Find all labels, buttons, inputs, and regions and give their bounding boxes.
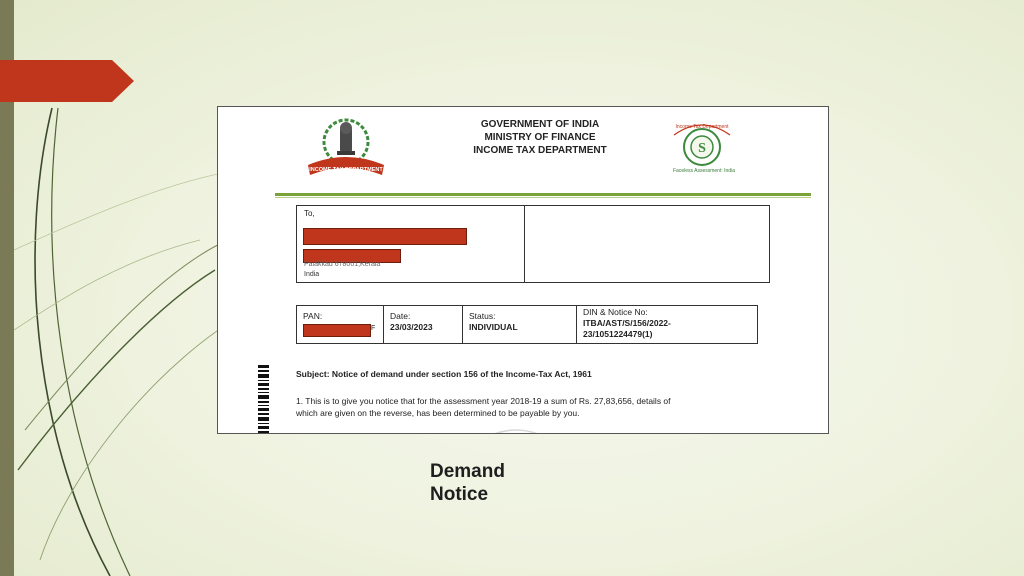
redaction-pan	[303, 324, 371, 337]
din-label: DIN & Notice No:	[583, 307, 648, 317]
caption-line-2: Notice	[430, 484, 489, 505]
status-cell	[463, 306, 577, 343]
national-emblem-icon	[304, 115, 388, 181]
seal-caption: Faceless Assessment: India	[673, 168, 735, 174]
header-rule	[275, 193, 811, 196]
header-line-1: GOVERNMENT OF INDIA	[480, 119, 600, 130]
pan-suffix: F	[371, 325, 376, 332]
pan-label: PAN:	[303, 311, 323, 321]
svg-text:S: S	[698, 141, 706, 156]
caption-line-1: Demand	[430, 461, 505, 482]
date-label: Date:	[390, 311, 411, 321]
header-rule-thin	[275, 197, 811, 198]
notice-paragraph	[296, 395, 796, 419]
status-label: Status:	[469, 311, 496, 321]
address-line-city: Palakkad 678001,Kerala	[304, 261, 381, 268]
status-value: INDIVIDUAL	[469, 322, 518, 332]
barcode-icon	[258, 365, 269, 433]
paragraph-line-1: 1. This is to give you notice that for the assessment year 2018-19 a sum of Rs. 27,83,656, details of	[296, 396, 671, 406]
notice-subject: Subject: Notice of demand under section 156 of the Income-Tax Act, 1961	[296, 369, 592, 379]
document-header	[448, 118, 632, 157]
address-to: To,	[304, 209, 315, 218]
header-line-3: INCOME TAX DEPARTMENT	[473, 145, 607, 156]
address-box	[296, 205, 770, 283]
seal-arc-label: Income Tax Department	[675, 124, 729, 130]
redaction-name	[303, 228, 467, 245]
header-line-2: MINISTRY OF FINANCE	[484, 132, 596, 143]
date-cell	[384, 306, 463, 343]
notice-info-table	[296, 305, 758, 344]
din-cell	[577, 306, 757, 343]
din-value-2: 23/1051224479(1)	[583, 329, 653, 339]
address-divider	[524, 206, 525, 282]
address-line-country: India	[304, 271, 320, 278]
slide-caption	[430, 460, 505, 506]
pan-cell	[297, 306, 384, 343]
din-value-1: ITBA/AST/S/156/2022-	[583, 318, 671, 328]
paragraph-line-2: which are given on the reverse, has been determined to be payable by you.	[296, 408, 580, 418]
date-value: 23/03/2023	[390, 322, 433, 332]
emblem-ribbon-label: INCOME TAX DEPARTMENT	[309, 167, 383, 173]
demand-notice-document-image	[217, 106, 829, 434]
red-tab-arrow	[0, 60, 134, 102]
